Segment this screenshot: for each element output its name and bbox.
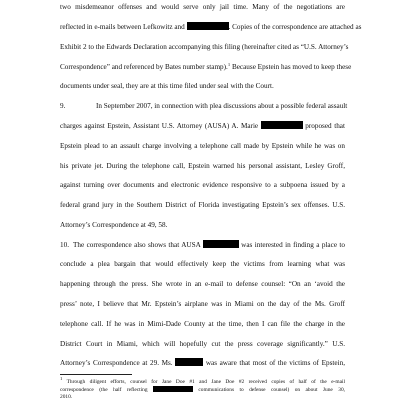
body-text: federal grand jury in the Southern District of Florida investigating Epstein’s sex offenses. U.S.	[60, 201, 345, 209]
body-line-8	[60, 141, 345, 151]
body-text: was interested in finding a place to	[238, 241, 345, 249]
body-text: his private jet. During the telephone call, Epstein warned his personal assistant, Lesley Groff,	[60, 162, 345, 170]
body-text: Exhibit 2 to the Edwards Declaration accompanying this filing (hereinafter cited as “U.S. Attorney’s	[60, 43, 349, 51]
redaction-block	[187, 22, 229, 30]
footnote-text: communications to defense counsel) on about June 30,	[192, 387, 345, 393]
paragraph-number: 9.	[60, 102, 66, 110]
body-text: reflected in e-mails between Lefkowitz and	[60, 23, 187, 31]
body-text: Epstein plead to an assault charge involving a telephone call made by Epstein while he was on	[60, 142, 345, 150]
body-line-4	[60, 62, 352, 72]
body-line-13	[73, 240, 345, 250]
body-line-2	[60, 22, 362, 32]
body-line-14	[60, 259, 345, 269]
body-text: District Court in Miami, which will hopefully cut the press coverage significantly.” U.S.	[60, 340, 345, 348]
body-line-19	[60, 358, 345, 368]
footnote-text: correspondence (the half reflecting	[60, 387, 153, 393]
footnote-divider	[60, 374, 132, 375]
body-text: Because Epstein has moved to keep these	[230, 63, 352, 71]
body-text: was aware that most of the victims of Epstein,	[203, 359, 345, 367]
footnote-marker: 1	[60, 376, 63, 381]
body-text: press’ note, I believe that Mr. Epstein’s airplane was in Miami on the day of the Ms. Groff	[60, 300, 345, 308]
body-text: Correspondence” and referenced by Bates number stamp).	[60, 63, 228, 71]
body-text: happening through the press. She wrote in an e-mail to defense counsel: “On an ‘avoid the	[60, 280, 345, 288]
body-line-9	[60, 161, 345, 171]
body-text: conclude a plea bargain that would effectively keep the victims from learning what was	[60, 260, 345, 268]
body-text: Attorney’s Correspondence at 49, 58.	[60, 221, 168, 229]
body-text: telephone call. If he was in Mimi-Dade County at the time, then I can file the charge in the	[60, 320, 345, 328]
body-line-11	[60, 200, 345, 210]
redaction-block	[261, 121, 303, 129]
body-line-5	[60, 81, 274, 91]
body-line-18	[60, 339, 345, 349]
footnote-line-1	[60, 378, 345, 386]
body-line-1	[60, 2, 345, 12]
body-text: Attorney’s Correspondence at 29. Ms.	[60, 359, 176, 367]
footnote-text: Through diligent efforts, counsel for Jane Doe #1 and Jane Doe #2 received copies of half of the e-mail	[62, 379, 345, 385]
body-line-17	[60, 319, 345, 329]
paragraph-number: 10.	[60, 241, 69, 249]
footnote-text: 2010.	[60, 394, 73, 400]
body-text: The correspondence also shows that AUSA	[73, 241, 203, 249]
redaction-block	[203, 240, 239, 248]
body-line-3	[60, 42, 349, 52]
body-line-6	[96, 101, 348, 111]
body-line-16	[60, 299, 345, 309]
body-text: two misdemeanor offenses and would serve only jail time. Many of the negotiations are	[60, 3, 345, 11]
redaction-block	[175, 358, 203, 366]
body-line-12	[60, 220, 167, 230]
body-text: proposed that	[302, 122, 345, 130]
body-text: against turning over documents and electronic evidence responsive to a subpoena issued by a	[60, 181, 345, 189]
footnote-line-2	[60, 386, 345, 394]
body-text: documents under seal, they are at this time filed under seal with the Court.	[60, 82, 274, 90]
body-text: In September 2007, in connection with plea discussions about a possible federal assault	[96, 102, 348, 110]
body-line-15	[60, 279, 345, 289]
footnote-reference: 1	[227, 62, 231, 67]
body-text: charges against Epstein, Assistant U.S. Attorney (AUSA) A. Marie	[60, 122, 261, 130]
body-line-10	[60, 180, 345, 190]
body-text: . Copies of the correspondence are attached as	[228, 23, 362, 31]
redaction-block	[153, 386, 193, 392]
document-page	[60, 0, 362, 400]
body-line-7	[60, 121, 345, 131]
